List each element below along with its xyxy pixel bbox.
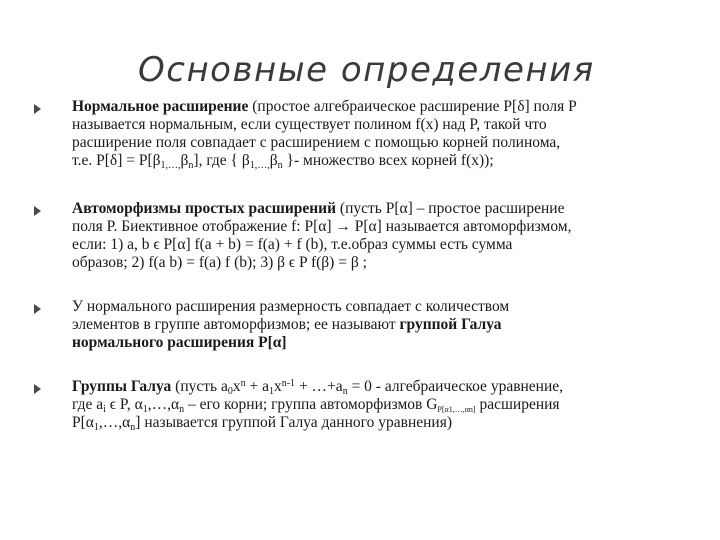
text-span: = 0 - алгебраическое уравнение, [347, 378, 564, 395]
text-span: β [269, 152, 278, 169]
superscript: n-1 [281, 378, 296, 389]
text-span: (пусть a [171, 378, 228, 395]
arrow-bullet-icon [34, 384, 41, 394]
subscript: 1,…, [160, 160, 181, 171]
list-item-text [72, 200, 697, 272]
text-line: образов; 2) f(a b) = f(a) f (b); 3) β ϵ P f(β) = β ; [72, 254, 367, 271]
term: нормального расширения P[α] [72, 334, 287, 351]
text-line: У нормального расширения размерность совпадает с количеством [72, 298, 510, 315]
list-item-text [72, 298, 697, 352]
subscript: n [179, 404, 185, 415]
text-span: ] называется группой Галуа данного уравнения) [135, 414, 452, 431]
term: Нормальное расширение [72, 98, 249, 115]
subscript: 0 [227, 386, 233, 397]
text-line: поля P. Биективное отображение f: P[α] → P[α] называется автоморфизмом, [72, 218, 572, 235]
text-span: + a [245, 378, 269, 395]
subscript: n [342, 386, 348, 397]
text-span: β [180, 152, 189, 169]
text-span: + …+a [295, 378, 343, 395]
subscript: 1 [268, 386, 274, 397]
subscript: 1 [93, 422, 99, 433]
list-item-text [72, 378, 697, 432]
text-span: (простое алгебраическое расширение P[δ] поля P [248, 98, 577, 115]
text-span: т.е. P[δ] = P[β [72, 152, 161, 169]
term: Автоморфизмы простых расширений [72, 200, 337, 217]
subscript: 1 [142, 404, 148, 415]
arrow-bullet-icon [34, 304, 41, 314]
term: Группы Галуа [72, 378, 172, 395]
text-line: расширение поля совпадает с расширением с помощью корней полинома, [72, 134, 561, 151]
subscript: 1,…, [249, 160, 270, 171]
text-line: называется нормальным, если существует полином f(x) над P, такой что [72, 116, 547, 133]
text-span: P[α [72, 414, 94, 431]
text-span: ,…,α [98, 414, 131, 431]
subscript: P[α1,…,αn] [437, 405, 476, 414]
page-title: Основные определения [138, 50, 595, 90]
subscript: n [277, 160, 283, 171]
superscript: n [240, 378, 246, 389]
text-span: элементов в группе автоморфизмов; ее называют [72, 316, 400, 333]
text-span: расширения [475, 396, 560, 413]
text-span: – его корни; группа автоморфизмов G [184, 396, 438, 413]
text-span: x [273, 378, 282, 395]
subscript: i [103, 404, 106, 415]
text-span: ϵ P, α [105, 396, 143, 413]
list-item-text [72, 98, 697, 170]
text-line: если: 1) a, b ϵ P[α] f(a + b) = f(a) + f (b), т.е.образ суммы есть сумма [72, 236, 513, 253]
text-span: x [232, 378, 241, 395]
arrow-bullet-icon [34, 206, 41, 216]
term: группой Галуа [399, 316, 502, 333]
text-span: где a [72, 396, 104, 413]
text-span: ,…,α [147, 396, 180, 413]
subscript: n [130, 422, 136, 433]
arrow-bullet-icon [34, 104, 41, 114]
text-span: }- множество всех корней f(x)); [282, 152, 494, 169]
text-span: ], где { β [193, 152, 250, 169]
subscript: n [188, 160, 194, 171]
text-span: (пусть P[α] – простое расширение [336, 200, 565, 217]
